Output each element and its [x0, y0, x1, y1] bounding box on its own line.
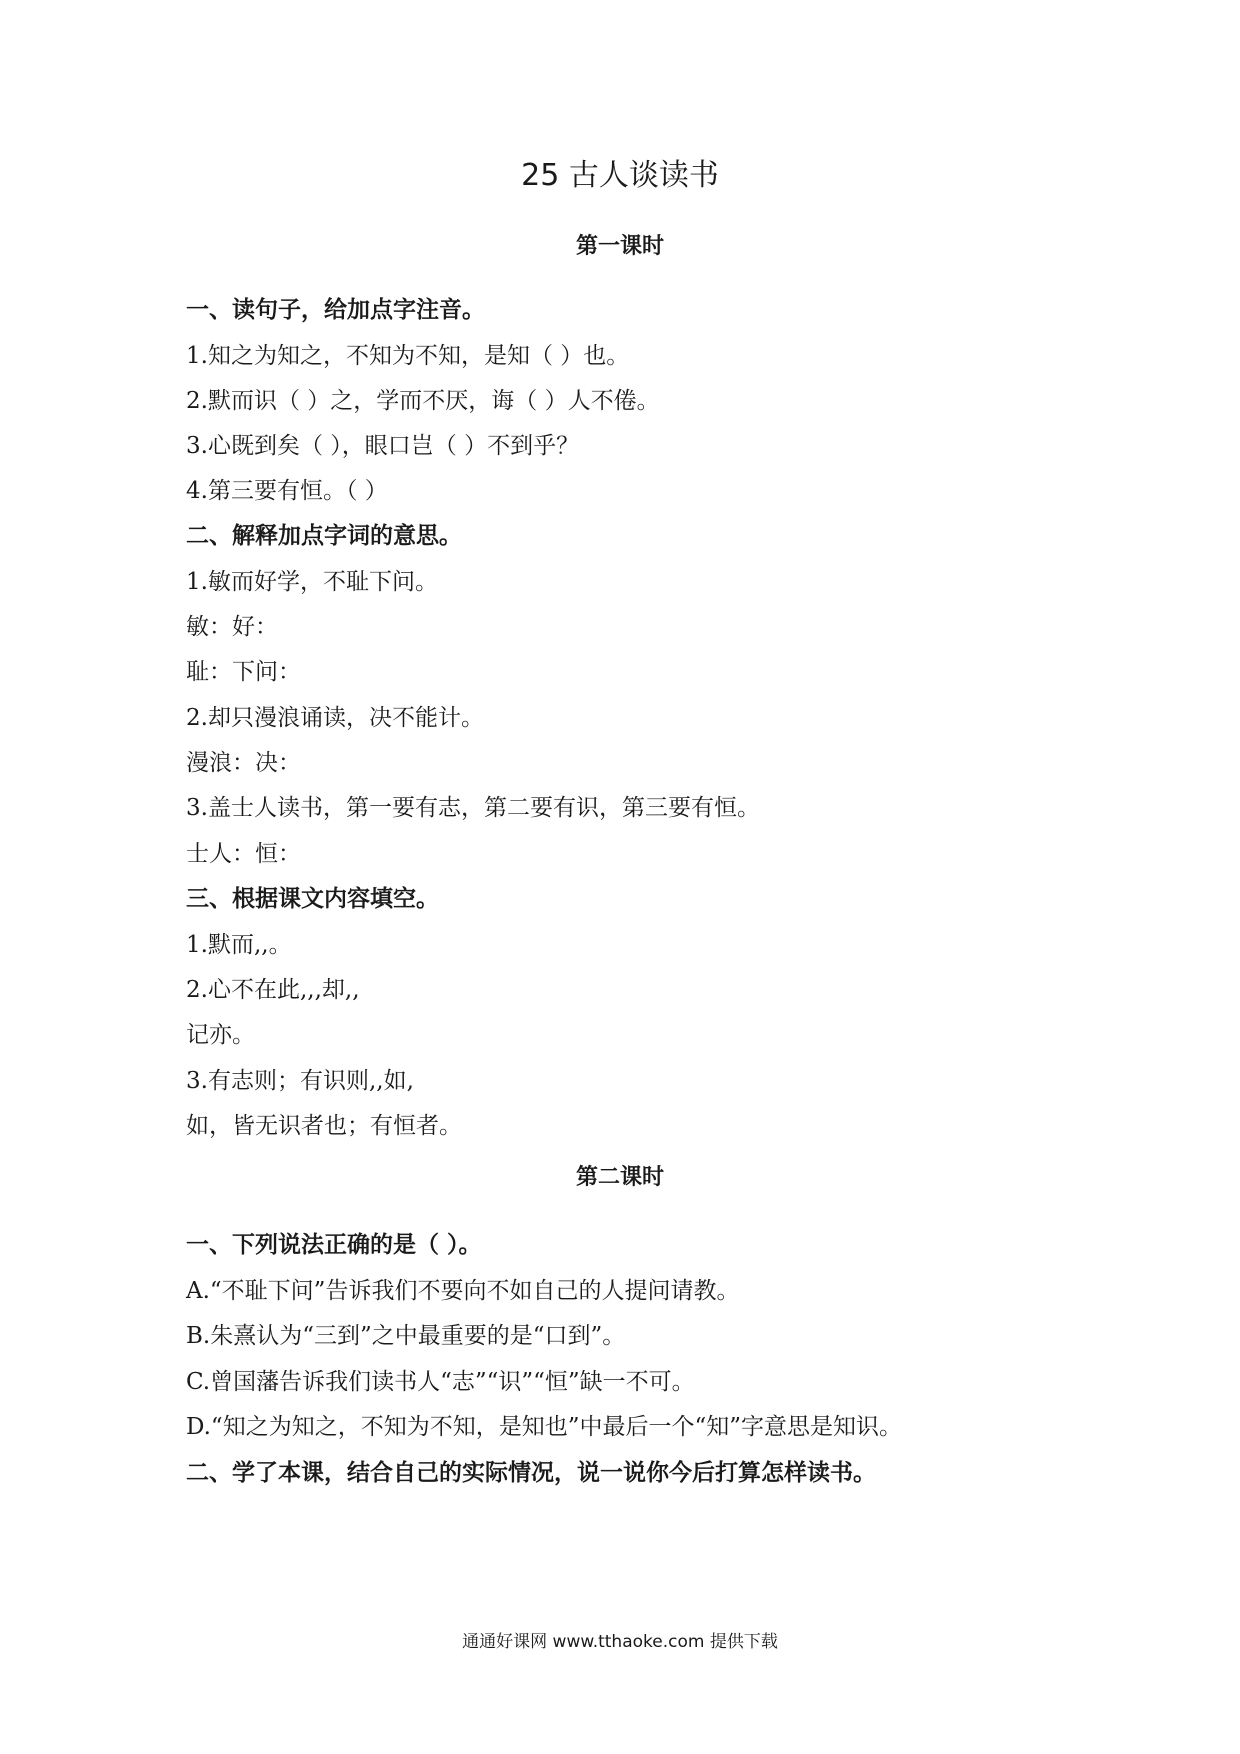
l2-option-d: D.“知之为知之，不知为不知，是知也”中最后一个“知”字意思是知识。	[186, 1414, 902, 1440]
l1-s3-line-5: 如，皆无识者也；有恒者。	[186, 1113, 462, 1139]
l1-s2-line-1: 1.敏而好学，不耻下问。	[186, 569, 438, 595]
l1-s3-line-3: 记亦。	[186, 1022, 255, 1048]
footer-source: 通通好课网 www.tthaoke.com 提供下载	[462, 1632, 778, 1652]
l1-section-3-heading: 三、根据课文内容填空。	[186, 886, 439, 912]
l1-s1-item-1: 1.知之为知之，不知为不知，是知（ ）也。	[186, 343, 630, 369]
l1-s3-line-2: 2.心不在此,,,却,,	[186, 977, 360, 1003]
document-title: 25 古人谈读书	[521, 158, 719, 193]
l2-option-b: B.朱熹认为“三到”之中最重要的是“口到”。	[186, 1323, 626, 1349]
l1-s1-item-2: 2.默而识（ ）之，学而不厌，诲（ ）人不倦。	[186, 388, 660, 414]
l1-s2-line-4: 2.却只漫浪诵读，决不能计。	[186, 705, 484, 731]
l1-s1-item-4: 4.第三要有恒。（ ）	[186, 478, 388, 504]
l2-section-1-heading: 一、下列说法正确的是（ ）。	[186, 1232, 482, 1258]
l1-s3-line-1: 1.默而,,。	[186, 932, 292, 958]
l1-s2-line-6: 3.盖士人读书，第一要有志，第二要有识，第三要有恒。	[186, 795, 760, 821]
l2-option-a: A.“不耻下问”告诉我们不要向不如自己的人提问请教。	[186, 1278, 740, 1304]
l1-section-1-heading: 一、读句子，给加点字注音。	[186, 297, 485, 323]
l2-section-2-heading: 二、学了本课，结合自己的实际情况，说一说你今后打算怎样读书。	[186, 1460, 876, 1486]
l1-s2-line-2: 敏：好：	[186, 614, 278, 640]
l1-s1-item-3: 3.心既到矣（ ），眼口岂（ ）不到乎？	[186, 433, 580, 459]
l1-s3-line-4: 3.有志则；有识则,,如,	[186, 1068, 414, 1094]
l1-s2-line-7: 士人：恒：	[186, 841, 301, 867]
l2-option-c: C.曾国藩告诉我们读书人“志”“识”“恒”缺一不可。	[186, 1369, 695, 1395]
l1-s2-line-5: 漫浪：决：	[186, 750, 301, 776]
l1-section-2-heading: 二、解释加点字词的意思。	[186, 523, 462, 549]
lesson-1-label: 第一课时	[575, 234, 664, 259]
l1-s2-line-3: 耻：下问：	[186, 659, 301, 685]
lesson-2-label: 第二课时	[575, 1165, 664, 1190]
